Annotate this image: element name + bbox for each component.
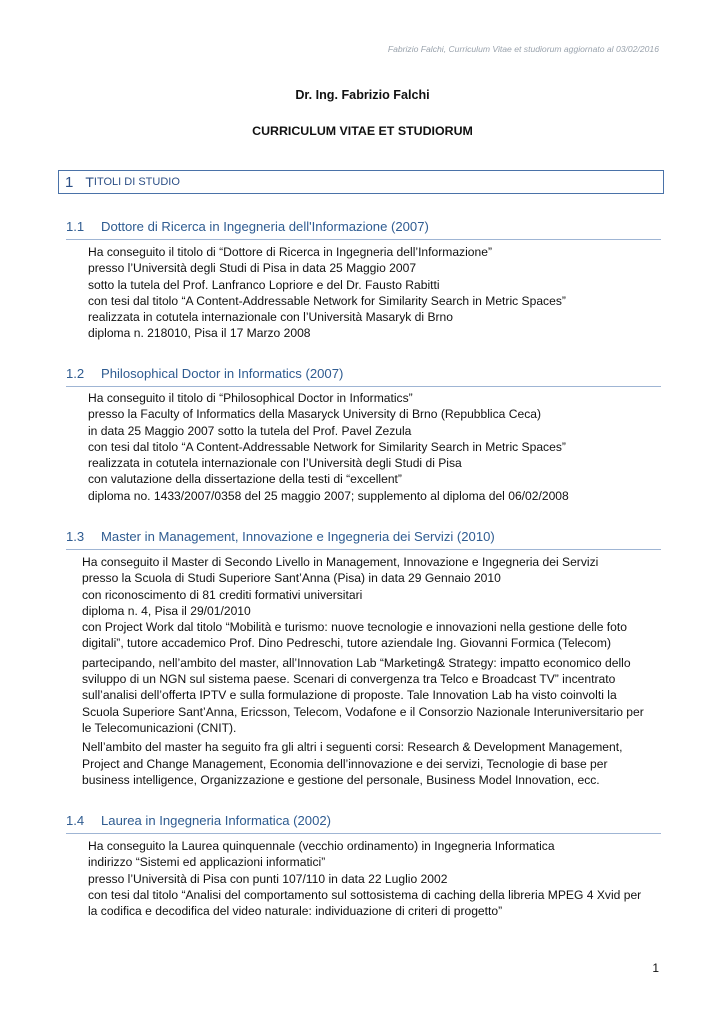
body-line: presso l’Università di Pisa con punti 107/110 in data 22 Luglio 2002 xyxy=(88,871,448,886)
body-line: con riconoscimento di 81 crediti formativi universitari xyxy=(82,587,363,602)
body-line: sull’analisi dell’offerta IPTV e sulla formulazione di proposte. Tale Innovation Lab ha visto coinvolti la xyxy=(82,688,617,703)
section-title: Laurea in Ingegneria Informatica (2002) xyxy=(101,813,332,828)
body-line: business intelligence, Organizzazione e gestione del personale, Business Model Innovation, ecc. xyxy=(82,772,600,787)
section-heading-1-1 xyxy=(66,219,661,240)
section-number: 1.1 xyxy=(66,219,85,234)
section-number: 1.3 xyxy=(66,529,85,544)
body-line: partecipando, nell’ambito del master, all’Innovation Lab “Marketing& Strategy: impatto economico dello xyxy=(82,655,631,670)
body-line: con tesi dal titolo “Analisi del comportamento sul sottosistema di caching della libreria MPEG 4 Xvid per xyxy=(88,887,642,902)
body-line: diploma n. 4, Pisa il 29/01/2010 xyxy=(82,603,251,618)
chapter-number: 1 xyxy=(65,173,74,191)
body-line: diploma n. 218010, Pisa il 17 Marzo 2008 xyxy=(88,326,311,341)
body-line: Project and Change Management, Economia dell’innovazione e dei servizi, Tecnologie di base per xyxy=(82,756,608,771)
section-title: Master in Management, Innovazione e Ingegneria dei Servizi (2010) xyxy=(101,529,495,544)
body-line: Ha conseguito il titolo di “Dottore di Ricerca in Ingegneria dell’Informazione” xyxy=(88,245,493,259)
body-line: presso la Faculty of Informatics della Masaryck University di Brno (Repubblica Ceca) xyxy=(88,407,542,422)
body-line: sotto la tutela del Prof. Lanfranco Lopriore e del Dr. Fausto Rabitti xyxy=(88,277,440,292)
chapter-title-rest: ITOLI DI STUDIO xyxy=(93,176,180,188)
section-title: Dottore di Ricerca in Ingegneria dell'Informazione (2007) xyxy=(101,219,429,234)
section-heading-1-3 xyxy=(66,529,661,550)
section-number: 1.4 xyxy=(66,813,85,828)
section-body-1-1 xyxy=(88,244,566,342)
chapter-title-initial: T xyxy=(85,174,94,190)
body-line: Scuola Superiore Sant’Anna, Ericsson, Telecom, Vodafone e il Consorzio Nazionale Interuniversitario per xyxy=(82,704,644,719)
section-body-1-4 xyxy=(88,838,641,919)
section-title: Philosophical Doctor in Informatics (2007) xyxy=(101,366,344,381)
body-line: in data 25 Maggio 2007 sotto la tutela del Prof. Pavel Zezula xyxy=(88,423,412,438)
body-line: presso l’Università degli Studi di Pisa in data 25 Maggio 2007 xyxy=(88,261,417,276)
section-heading-1-4 xyxy=(66,813,661,834)
body-line: realizzata in cotutela internazionale con l’Università Masaryk di Brno xyxy=(88,310,454,325)
author-name: Dr. Ing. Fabrizio Falchi xyxy=(295,88,430,102)
body-line: presso la Scuola di Studi Superiore Sant’Anna (Pisa) in data 29 Gennaio 2010 xyxy=(82,571,501,586)
body-line: con tesi dal titolo “A Content-Addressable Network for Similarity Search in Metric Spaces” xyxy=(88,439,566,454)
body-line: con tesi dal titolo “A Content-Addressable Network for Similarity Search in Metric Spaces” xyxy=(88,293,566,308)
body-line: Ha conseguito la Laurea quinquennale (vecchio ordinamento) in Ingegneria Informatica xyxy=(88,839,555,853)
body-line: le Telecomunicazioni (CNIT). xyxy=(82,720,237,735)
body-line: diploma no. 1433/2007/0358 del 25 maggio 2007; supplemento al diploma del 06/02/2008 xyxy=(88,488,569,503)
body-line: Ha conseguito il Master di Secondo Livello in Management, Innovazione e Ingegneria dei Servizi xyxy=(82,555,599,569)
body-line: con Project Work dal titolo “Mobilità e turismo: nuove tecnologie e innovazioni nella gestione delle foto xyxy=(82,620,627,635)
section-body-1-2 xyxy=(88,390,569,504)
body-line: digitali”, tutore accademico Prof. Dino Pedreschi, tutore aziendale Ing. Giovanni Formica (Telecom) xyxy=(82,636,612,651)
section-number: 1.2 xyxy=(66,366,85,381)
section-heading-1-2 xyxy=(66,366,661,387)
page-number: 1 xyxy=(652,961,659,975)
running-header: Fabrizio Falchi, Curriculum Vitae et studiorum aggiornato al 03/02/2016 xyxy=(387,44,659,54)
chapter-heading xyxy=(58,170,664,194)
body-line: Ha conseguito il titolo di “Philosophical Doctor in Informatics” xyxy=(88,391,413,405)
body-line: realizzata in cotutela internazionale con l’Università degli Studi di Pisa xyxy=(88,456,462,471)
document-title: CURRICULUM VITAE ET STUDIORUM xyxy=(252,124,473,138)
body-line: Nell’ambito del master ha seguito fra gli altri i seguenti corsi: Research & Development Management, xyxy=(82,740,623,755)
body-line: la codifica e decodifica del video naturale: individuazione di criteri di progetto” xyxy=(88,904,503,919)
body-line: con valutazione della dissertazione della testi di “excellent” xyxy=(88,472,402,487)
section-body-1-3 xyxy=(82,554,644,788)
body-line: sviluppo di un NGN sul sistema paese. Scenari di convergenza tra Telco e Broadcast TV” incentrato xyxy=(82,672,616,687)
body-line: indirizzo “Sistemi ed applicazioni informatici” xyxy=(88,855,326,870)
